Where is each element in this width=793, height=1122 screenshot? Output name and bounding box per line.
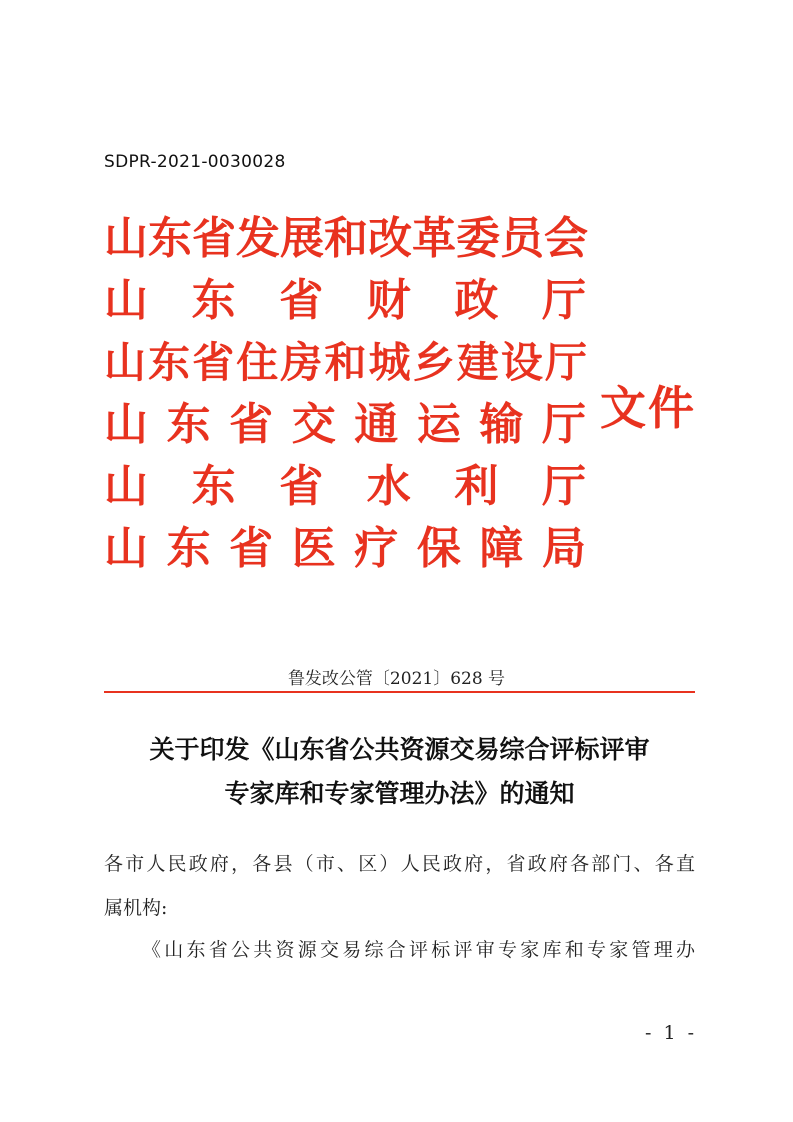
issuer-water: 山 东 省 水 利 厅 [104, 461, 586, 512]
title-line-2: 专家库和专家管理办法》的通知 [224, 779, 575, 808]
salutation [104, 842, 695, 930]
issuer-transport: 山东省交通运输厅 [104, 399, 586, 450]
title-line-1: 关于印发《山东省公共资源交易综合评标评审 [149, 735, 650, 764]
paragraph-line-1: 《山东省公共资源交易综合评标评审专家库和专家管理办 [142, 939, 695, 961]
document-title [104, 728, 695, 816]
body-paragraph [104, 928, 695, 972]
red-divider [104, 691, 695, 693]
page-number: - 1 - [645, 1022, 698, 1044]
salutation-line-2: 属机构: [104, 897, 168, 919]
issuer-finance: 山 东 省 财 政 厅 [104, 275, 586, 326]
document-number: 鲁发改公管〔2021〕628 号 [287, 669, 506, 689]
document-code: SDPR-2021-0030028 [104, 152, 286, 172]
issuing-authorities [104, 208, 586, 580]
issuer-healthcare-security: 山东省医疗保障局 [104, 523, 586, 574]
document-type-label: 文件 [600, 381, 696, 435]
issuer-ndrc: 山东省发展和改革委员会 [104, 213, 588, 264]
issuer-housing: 山东省住房和城乡建设厅 [104, 338, 586, 387]
salutation-line-1: 各市人民政府，各县（市、区）人民政府，省政府各部门、各直 [104, 853, 695, 875]
